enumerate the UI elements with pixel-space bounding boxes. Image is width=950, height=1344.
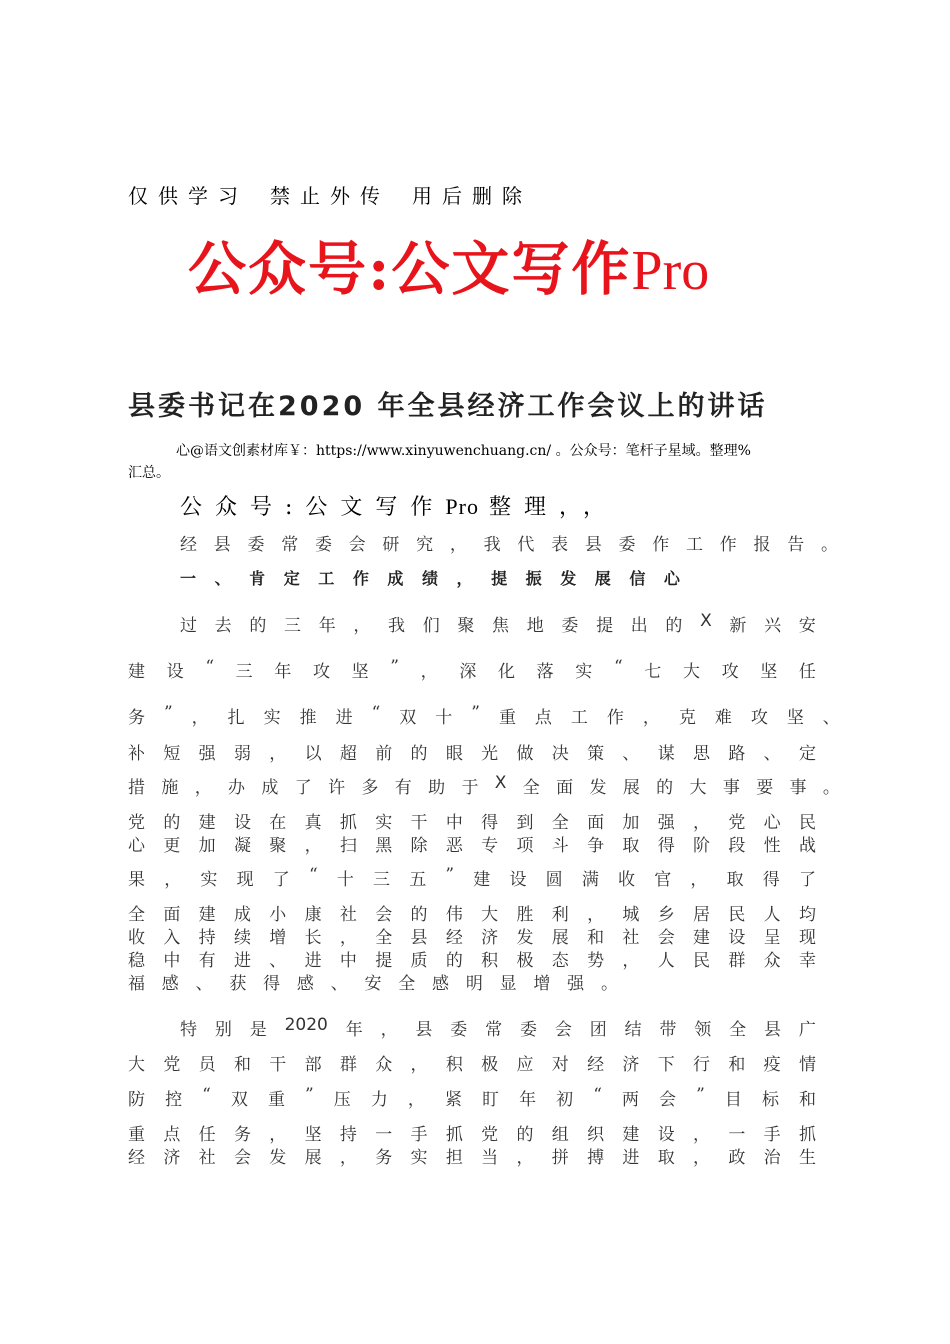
- text-line: 过 去 的 三 年 ， 我 们 聚 焦 地 委 提 出 的 X 新 兴 安: [180, 611, 816, 636]
- notice-delete-after-use: 用后删除: [412, 184, 532, 208]
- text-line: 措 施 ， 办 成 了 许 多 有 助 于 X 全 面 发 展 的 大 事 要 事 。: [128, 773, 840, 798]
- text-line: 建 设 “ 三 年 攻 坚 ” ， 深 化 落 实 “ 七 大 攻 坚 任: [128, 657, 816, 682]
- text-line: 补 短 强 弱 ， 以 超 前 的 眼 光 做 决 策 、 谋 思 路 、 定: [128, 744, 816, 764]
- section-heading: 一 、 肯 定 工 作 成 绩 ， 提 振 发 展 信 心: [180, 569, 680, 588]
- text-line: 稳 中 有 进 、 进 中 提 质 的 积 极 态 势 ， 人 民 群 众 幸: [128, 951, 816, 971]
- text-line: 果 ， 实 现 了 “ 十 三 五 ” 建 设 圆 满 收 官 ， 取 得 了: [128, 865, 816, 890]
- text-line: 务 ” ， 扎 实 推 进 “ 双 十 ” 重 点 工 作 ， 克 难 攻 坚 、: [128, 703, 840, 728]
- editor-line: [180, 490, 618, 521]
- text-line: 特 别 是 2020 年 ， 县 委 常 委 会 团 结 带 领 全 县 广: [180, 1015, 816, 1040]
- brand-banner: [188, 222, 709, 306]
- notice-no-spread: 禁止外传: [270, 184, 390, 208]
- notice-line: [128, 180, 532, 209]
- text-line: 党 的 建 设 在 真 抓 实 干 中 得 到 全 面 加 强 ， 党 心 民: [128, 813, 816, 833]
- editor-brand: 公众号:公文写作: [180, 495, 446, 520]
- text-line: 重 点 任 务 ， 坚 持 一 手 抓 党 的 组 织 建 设 ， 一 手 抓: [128, 1125, 816, 1145]
- text-line: 全 面 建 成 小 康 社 会 的 伟 大 胜 利 ， 城 乡 居 民 人 均: [128, 905, 816, 925]
- source-note: 心@语文创素材库￥：https://www.xinyuwenchuang.cn/ 。公众号：笔杆子星域。整理%: [176, 443, 751, 459]
- text-line: 福 感 、 获 得 感 、 安 全 感 明 显 增 强 。: [128, 974, 618, 994]
- editor-pro: Pro: [445, 494, 479, 519]
- document-title: 县委书记在2020 年全县经济工作会议上的讲话: [128, 391, 768, 422]
- notice-study-only: 仅供学习: [128, 184, 248, 208]
- text-line: 收 入 持 续 增 长 ， 全 县 经 济 发 展 和 社 会 建 设 呈 现: [128, 928, 816, 948]
- text-line: 大 党 员 和 干 部 群 众 ， 积 极 应 对 经 济 下 行 和 疫 情: [128, 1055, 816, 1075]
- brand-name: 公众号:公文写作: [188, 235, 632, 303]
- editor-tail: 整理，，: [488, 495, 618, 520]
- text-line: 经 县 委 常 委 会 研 究 ， 我 代 表 县 委 作 工 作 报 告 。: [180, 535, 838, 555]
- text-line: 心 更 加 凝 聚 ， 扫 黑 除 恶 专 项 斗 争 取 得 阶 段 性 战: [128, 836, 816, 856]
- text-line: 防 控 “ 双 重 ” 压 力 ， 紧 盯 年 初 “ 两 会 ” 目 标 和: [128, 1085, 816, 1110]
- text-line: 经 济 社 会 发 展 ， 务 实 担 当 ， 拼 搏 进 取 ， 政 治 生: [128, 1148, 816, 1168]
- brand-pro: Pro: [631, 240, 710, 302]
- source-note-continued: 汇总。: [128, 465, 170, 481]
